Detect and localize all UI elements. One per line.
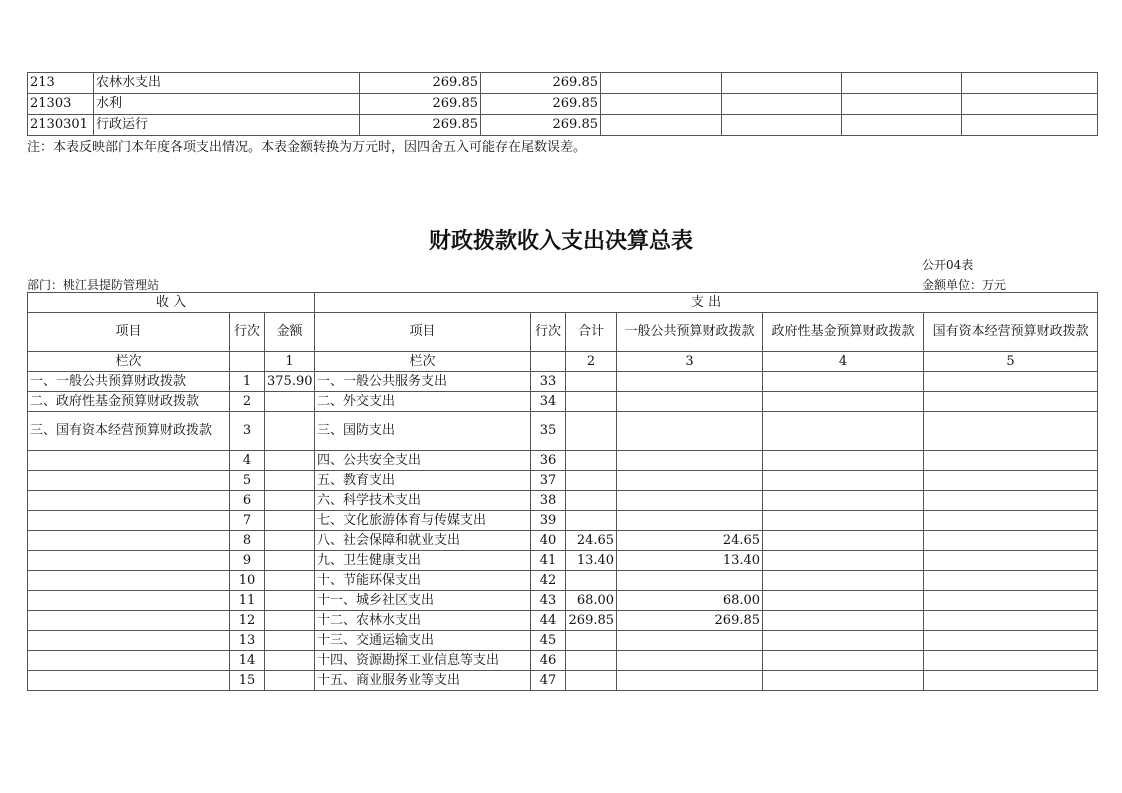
cell-ex-item: 四、公共安全支出: [315, 451, 531, 471]
cell-ex-no: 45: [531, 631, 566, 651]
table-row: [28, 94, 1098, 115]
cell-e3: [842, 115, 962, 136]
cell-ex-item: 十一、城乡社区支出: [315, 591, 531, 611]
cell-total: [566, 451, 617, 471]
cell-ex-item: 十五、商业服务业等支出: [315, 671, 531, 691]
cell-capital: [924, 471, 1098, 491]
cell-total: [566, 511, 617, 531]
section-header-row: [28, 293, 1098, 313]
cell-general: [617, 471, 763, 491]
cell-ex-no: 33: [531, 372, 566, 392]
cell-ex-no: 36: [531, 451, 566, 471]
cell-in-item: [28, 531, 230, 551]
expense-detail-table: [27, 72, 1098, 136]
table-row: [28, 551, 1098, 571]
cell-v2: 269.85: [481, 94, 601, 115]
cell-fund: [763, 571, 924, 591]
cell-capital: [924, 631, 1098, 651]
cell-e3: [842, 73, 962, 94]
cell-in-item: [28, 451, 230, 471]
cell-ex-item: 十四、资源勘探工业信息等支出: [315, 651, 531, 671]
table-row: [28, 531, 1098, 551]
cell-in-amt: [265, 392, 315, 412]
department-label: 部门：桃江县提防管理站: [27, 278, 160, 292]
cell-total: 24.65: [566, 531, 617, 551]
table-note: 注：本表反映部门本年度各项支出情况。本表金额转换为万元时，因四舍五入可能存在尾数误差。: [27, 140, 587, 155]
cell-capital: [924, 591, 1098, 611]
cell-capital: [924, 511, 1098, 531]
col-header-general-budget: 一般公共预算财政拨款: [617, 313, 763, 352]
cell-capital: [924, 671, 1098, 691]
cell-general: [617, 372, 763, 392]
cell-in-item: [28, 551, 230, 571]
cell-in-no: 12: [230, 611, 265, 631]
col-index-empty-2: [531, 352, 566, 372]
cell-general: [617, 571, 763, 591]
cell-code: 2130301: [28, 115, 94, 136]
cell-in-no: 4: [230, 451, 265, 471]
cell-e1: [601, 73, 722, 94]
cell-in-amt: [265, 531, 315, 551]
income-header: 收 入: [28, 293, 315, 313]
cell-total: 13.40: [566, 551, 617, 571]
cell-in-item: [28, 611, 230, 631]
cell-fund: [763, 551, 924, 571]
col-header-row-no-2: 行次: [531, 313, 566, 352]
table-row: [28, 651, 1098, 671]
cell-total: 68.00: [566, 591, 617, 611]
cell-general: 13.40: [617, 551, 763, 571]
col-header-row-no: 行次: [230, 313, 265, 352]
cell-general: [617, 392, 763, 412]
cell-fund: [763, 471, 924, 491]
col-header-item: 项目: [28, 313, 230, 352]
cell-ex-item: 十二、农林水支出: [315, 611, 531, 631]
cell-total: [566, 412, 617, 451]
cell-v2: 269.85: [481, 73, 601, 94]
cell-general: [617, 491, 763, 511]
cell-ex-item: 五、教育支出: [315, 471, 531, 491]
cell-in-item: 一、一般公共预算财政拨款: [28, 372, 230, 392]
cell-in-no: 5: [230, 471, 265, 491]
cell-fund: [763, 631, 924, 651]
cell-ex-item: 十三、交通运输支出: [315, 631, 531, 651]
cell-in-item: [28, 651, 230, 671]
cell-fund: [763, 451, 924, 471]
cell-code: 21303: [28, 94, 94, 115]
cell-in-no: 1: [230, 372, 265, 392]
table-row: [28, 511, 1098, 531]
cell-in-item: [28, 631, 230, 651]
cell-name: 行政运行: [94, 115, 360, 136]
cell-total: 269.85: [566, 611, 617, 631]
table-row: [28, 491, 1098, 511]
cell-fund: [763, 511, 924, 531]
col-index-empty: [230, 352, 265, 372]
cell-capital: [924, 651, 1098, 671]
cell-ex-item: 六、科学技术支出: [315, 491, 531, 511]
cell-ex-no: 46: [531, 651, 566, 671]
cell-fund: [763, 591, 924, 611]
cell-in-item: 三、国有资本经营预算财政拨款: [28, 412, 230, 451]
col-index-label: 栏次: [28, 352, 230, 372]
cell-in-amt: [265, 471, 315, 491]
table-row: [28, 451, 1098, 471]
cell-ex-item: 二、外交支出: [315, 392, 531, 412]
cell-e4: [962, 115, 1098, 136]
expense-header: 支 出: [315, 293, 1098, 313]
table-row: [28, 73, 1098, 94]
cell-in-amt: [265, 611, 315, 631]
col-header-total: 合计: [566, 313, 617, 352]
col-index-5: 5: [924, 352, 1098, 372]
col-index-4: 4: [763, 352, 924, 372]
col-header-gov-fund: 政府性基金预算财政拨款: [763, 313, 924, 352]
cell-v1: 269.85: [360, 94, 481, 115]
cell-total: [566, 651, 617, 671]
cell-capital: [924, 551, 1098, 571]
cell-in-no: 3: [230, 412, 265, 451]
fiscal-summary-table: [27, 292, 1098, 691]
cell-ex-no: 37: [531, 471, 566, 491]
cell-in-amt: [265, 591, 315, 611]
cell-fund: [763, 671, 924, 691]
cell-total: [566, 392, 617, 412]
cell-general: [617, 631, 763, 651]
table-row: [28, 571, 1098, 591]
table-row: [28, 631, 1098, 651]
cell-in-no: 9: [230, 551, 265, 571]
col-header-state-capital: 国有资本经营预算财政拨款: [924, 313, 1098, 352]
cell-ex-no: 38: [531, 491, 566, 511]
cell-fund: [763, 651, 924, 671]
column-index-row: [28, 352, 1098, 372]
cell-in-amt: [265, 451, 315, 471]
cell-v2: 269.85: [481, 115, 601, 136]
cell-in-amt: [265, 412, 315, 451]
form-number: 公开04表: [922, 258, 974, 272]
cell-in-no: 13: [230, 631, 265, 651]
cell-ex-no: 44: [531, 611, 566, 631]
cell-capital: [924, 451, 1098, 471]
cell-fund: [763, 531, 924, 551]
cell-total: [566, 491, 617, 511]
cell-in-no: 14: [230, 651, 265, 671]
cell-capital: [924, 392, 1098, 412]
cell-e4: [962, 73, 1098, 94]
table-row: [28, 412, 1098, 451]
cell-in-item: [28, 491, 230, 511]
cell-in-amt: [265, 571, 315, 591]
cell-general: [617, 651, 763, 671]
cell-in-amt: 375.90: [265, 372, 315, 392]
cell-ex-item: 九、卫生健康支出: [315, 551, 531, 571]
cell-fund: [763, 372, 924, 392]
col-header-item-2: 项目: [315, 313, 531, 352]
cell-e2: [722, 115, 842, 136]
cell-in-no: 10: [230, 571, 265, 591]
cell-general: 68.00: [617, 591, 763, 611]
cell-e1: [601, 94, 722, 115]
cell-in-item: 二、政府性基金预算财政拨款: [28, 392, 230, 412]
cell-in-no: 6: [230, 491, 265, 511]
cell-ex-no: 41: [531, 551, 566, 571]
cell-fund: [763, 412, 924, 451]
cell-total: [566, 671, 617, 691]
table-row: [28, 671, 1098, 691]
cell-total: [566, 631, 617, 651]
cell-in-amt: [265, 651, 315, 671]
cell-capital: [924, 571, 1098, 591]
cell-in-amt: [265, 491, 315, 511]
amount-unit-label: 金额单位：万元: [922, 278, 1007, 292]
cell-e2: [722, 73, 842, 94]
cell-v1: 269.85: [360, 115, 481, 136]
cell-ex-item: 一、一般公共服务支出: [315, 372, 531, 392]
cell-in-item: [28, 471, 230, 491]
table-row: [28, 611, 1098, 631]
cell-capital: [924, 372, 1098, 392]
table-row: [28, 115, 1098, 136]
cell-total: [566, 571, 617, 591]
table-row: [28, 372, 1098, 392]
col-header-amount: 金额: [265, 313, 315, 352]
cell-total: [566, 372, 617, 392]
cell-general: 269.85: [617, 611, 763, 631]
cell-general: [617, 412, 763, 451]
cell-ex-item: 八、社会保障和就业支出: [315, 531, 531, 551]
cell-in-no: 7: [230, 511, 265, 531]
cell-ex-item: 十、节能环保支出: [315, 571, 531, 591]
cell-e3: [842, 94, 962, 115]
cell-ex-no: 34: [531, 392, 566, 412]
cell-fund: [763, 392, 924, 412]
cell-in-no: 11: [230, 591, 265, 611]
cell-in-amt: [265, 551, 315, 571]
cell-e1: [601, 115, 722, 136]
page-title: 财政拨款收入支出决算总表: [428, 228, 693, 254]
cell-in-amt: [265, 631, 315, 651]
cell-total: [566, 471, 617, 491]
col-index-2: 2: [566, 352, 617, 372]
cell-ex-no: 40: [531, 531, 566, 551]
cell-in-item: [28, 671, 230, 691]
table-row: [28, 392, 1098, 412]
cell-ex-no: 35: [531, 412, 566, 451]
cell-capital: [924, 491, 1098, 511]
cell-fund: [763, 491, 924, 511]
cell-general: [617, 451, 763, 471]
cell-e2: [722, 94, 842, 115]
cell-general: [617, 671, 763, 691]
cell-capital: [924, 531, 1098, 551]
cell-in-no: 8: [230, 531, 265, 551]
cell-in-item: [28, 511, 230, 531]
cell-ex-item: 七、文化旅游体育与传媒支出: [315, 511, 531, 531]
cell-in-no: 15: [230, 671, 265, 691]
cell-ex-item: 三、国防支出: [315, 412, 531, 451]
cell-name: 水利: [94, 94, 360, 115]
cell-capital: [924, 412, 1098, 451]
cell-fund: [763, 611, 924, 631]
cell-ex-no: 43: [531, 591, 566, 611]
cell-general: [617, 511, 763, 531]
cell-ex-no: 47: [531, 671, 566, 691]
cell-ex-no: 42: [531, 571, 566, 591]
cell-in-no: 2: [230, 392, 265, 412]
cell-general: 24.65: [617, 531, 763, 551]
cell-name: 农林水支出: [94, 73, 360, 94]
col-index-1: 1: [265, 352, 315, 372]
col-index-label-2: 栏次: [315, 352, 531, 372]
table-row: [28, 591, 1098, 611]
col-index-3: 3: [617, 352, 763, 372]
cell-in-item: [28, 571, 230, 591]
cell-in-amt: [265, 511, 315, 531]
cell-ex-no: 39: [531, 511, 566, 531]
cell-code: 213: [28, 73, 94, 94]
cell-v1: 269.85: [360, 73, 481, 94]
cell-in-amt: [265, 671, 315, 691]
column-header-row: [28, 313, 1098, 352]
table-row: [28, 471, 1098, 491]
cell-capital: [924, 611, 1098, 631]
cell-in-item: [28, 591, 230, 611]
cell-e4: [962, 94, 1098, 115]
